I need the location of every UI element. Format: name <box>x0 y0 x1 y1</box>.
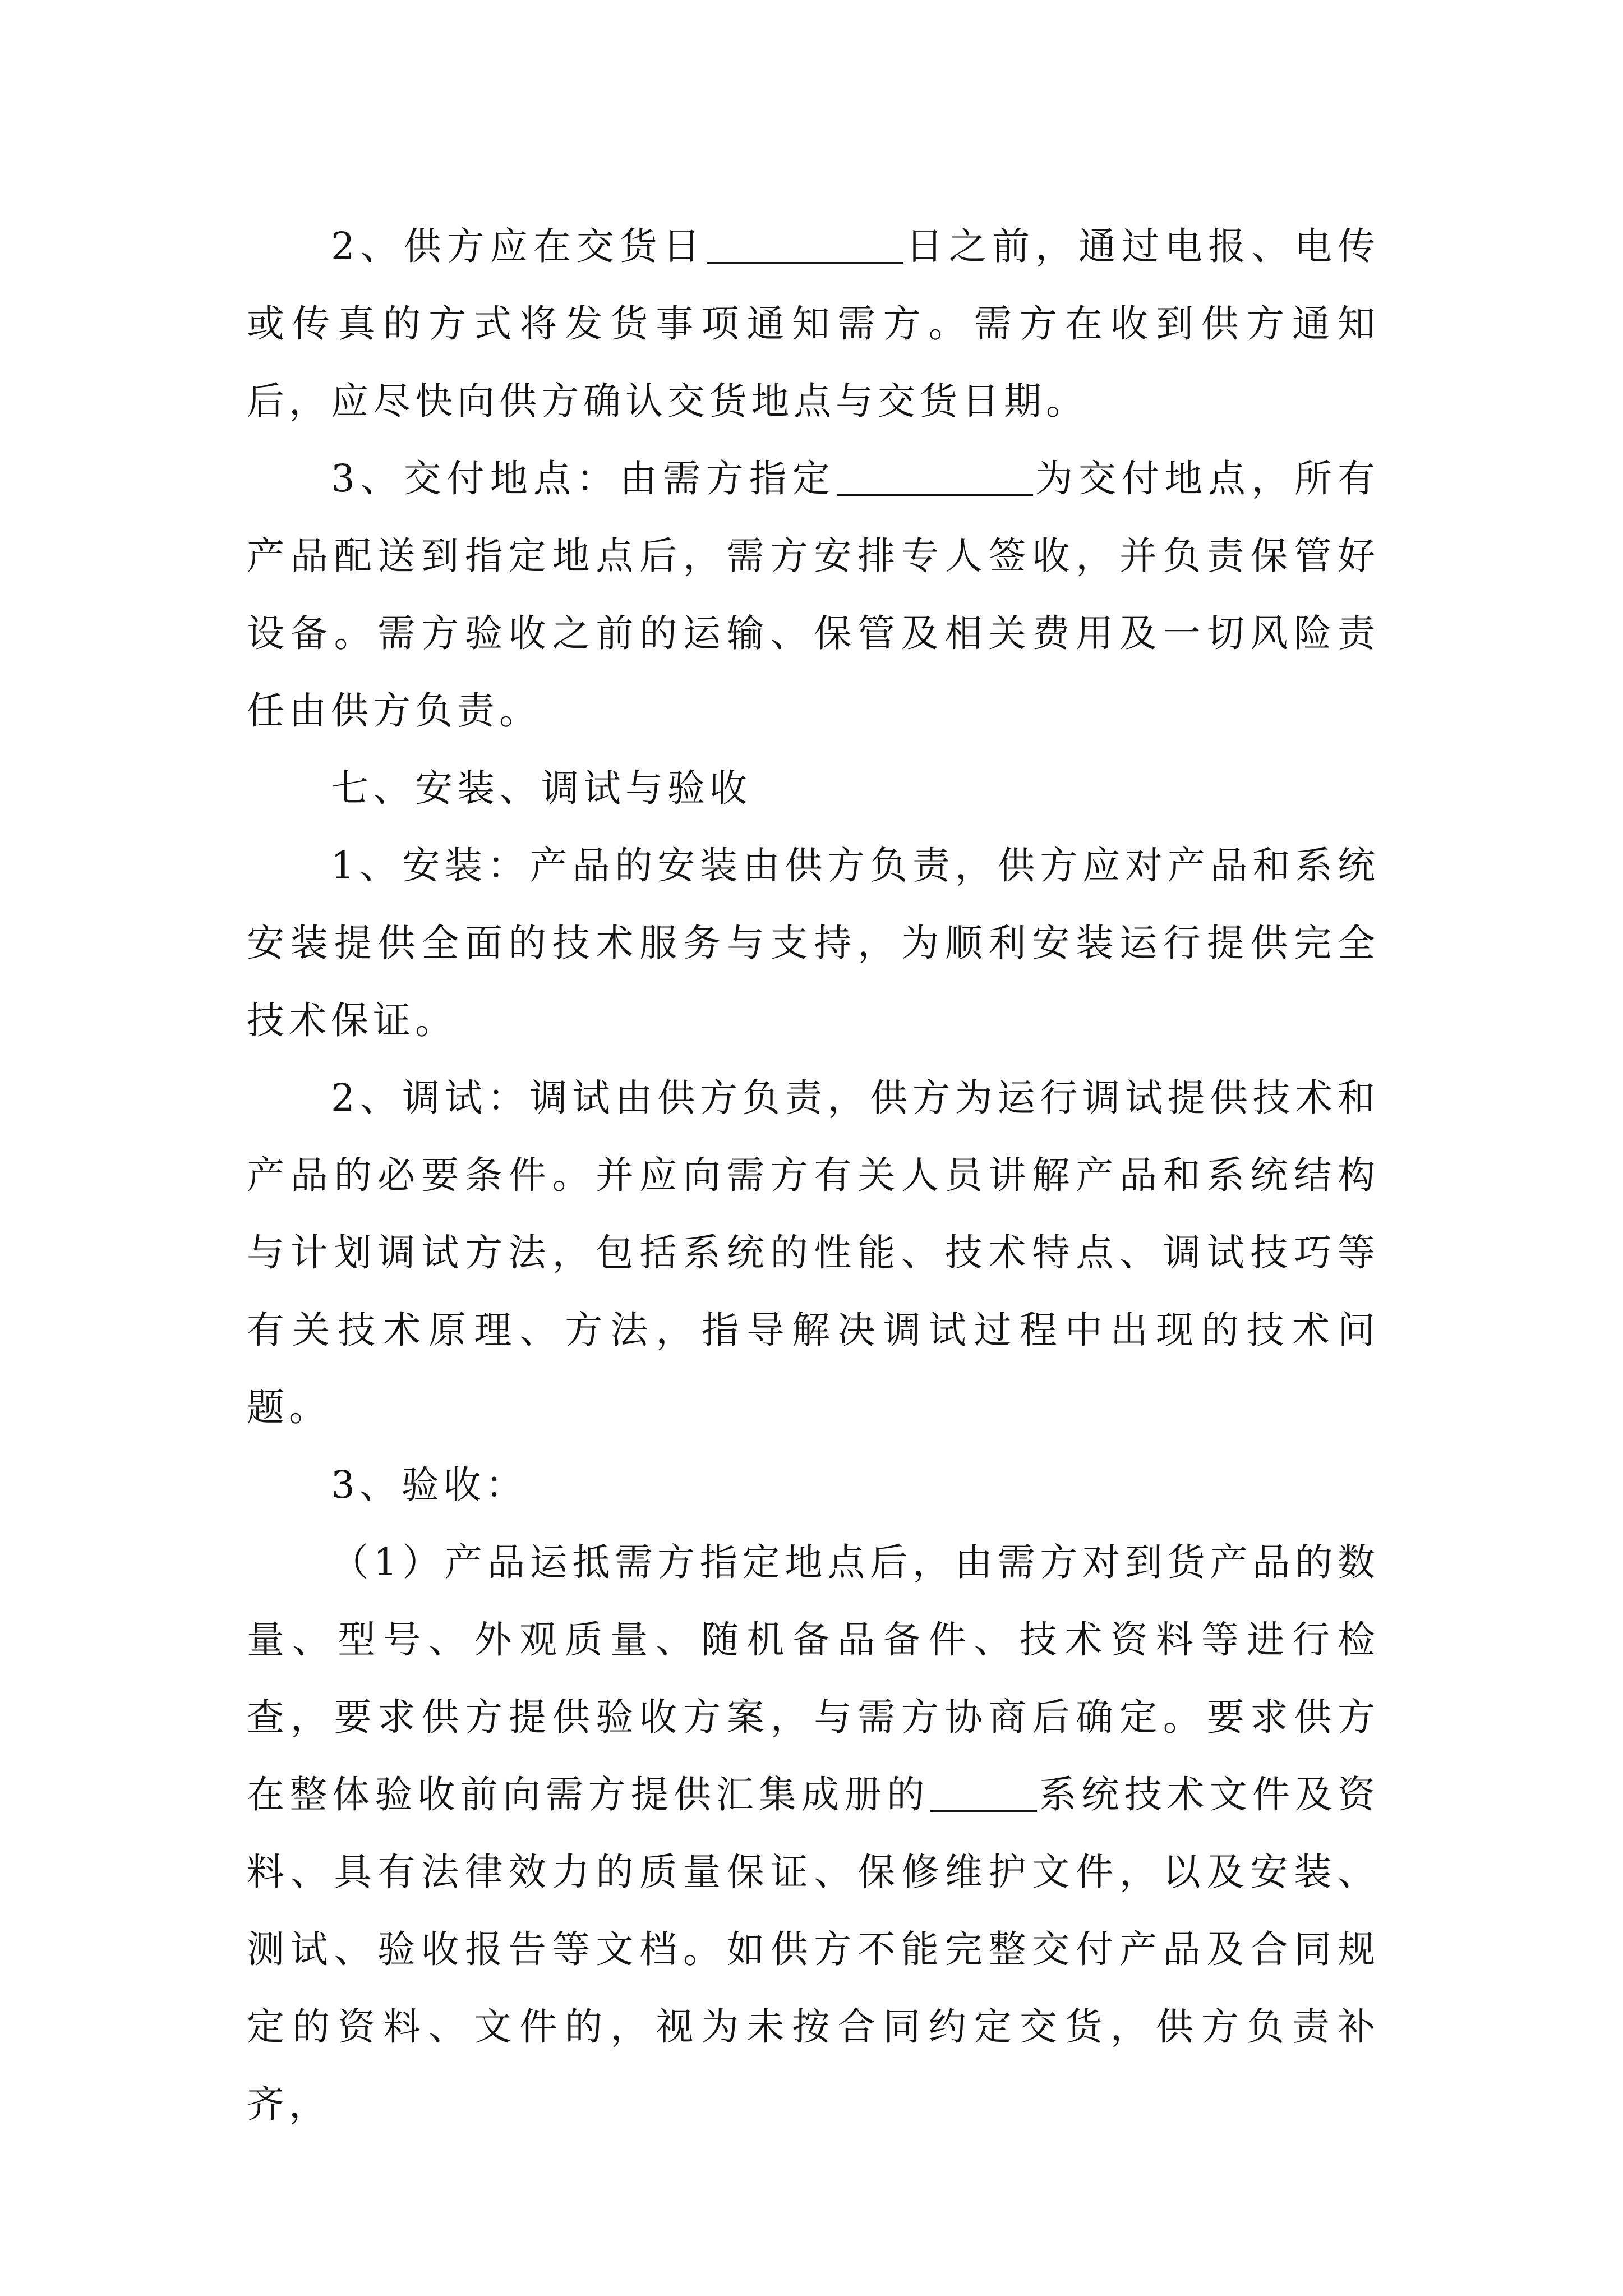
paragraph-acceptance-1 <box>247 1524 1380 2143</box>
subheading-acceptance: 3、验收： <box>331 1463 528 1507</box>
paragraph-debugging: 2、调试：调试由供方负责，供方为运行调试提供技术和产品的必要条件。并应向需方有关人员讲解产品和系统结构与计划调试方法，包括系统的性能、技术特点、调试技巧等有关技术原理、方法，指导解决调试过程中出现的技术问题。 <box>247 1076 1380 1429</box>
fill-in-blank-system <box>930 1771 1037 1812</box>
text-segment: 系统技术文件及资料、具有法律效力的质量保证、保修维护文件，以及安装、测试、验收报告等文档。如供方不能完整交付产品及合同规定的资料、文件的，视为未按合同约定交货，供方负责补齐， <box>247 1773 1380 2126</box>
fill-in-blank-location <box>837 455 1033 496</box>
document-body <box>247 208 1380 2143</box>
text-segment: 3、交付地点：由需方指定 <box>331 457 836 500</box>
text-segment: 为交付地点，所有产品配送到指定地点后，需方安排专人签收，并负责保管好设备。需方验收之前的运输、保管及相关费用及一切风险责任由供方负责。 <box>247 457 1380 733</box>
text-segment: （1）产品运抵需方指定地点后，由需方对到货产品的数量、型号、外观质量、随机备品备件、技术资料等进行检查，要求供方提供验收方案，与需方协商后确定。要求供方在整体验收前向需方提供汇集成册的 <box>247 1540 1380 1816</box>
section-heading-installation: 七、安装、调试与验收 <box>331 766 751 810</box>
fill-in-blank-days <box>707 223 903 264</box>
paragraph-delivery-notice <box>247 208 1380 440</box>
paragraph-delivery-location <box>247 440 1380 749</box>
text-segment: 2、供方应在交货日 <box>331 224 706 268</box>
text-segment: 日之前，通过电报、电传或传真的方式将发货事项通知需方。需方在收到供方通知后，应尽快向供方确认交货地点与交货日期。 <box>247 224 1380 423</box>
paragraph-installation: 1、安装：产品的安装由供方负责，供方应对产品和系统安装提供全面的技术服务与支持，为顺利安装运行提供完全技术保证。 <box>247 844 1380 1042</box>
